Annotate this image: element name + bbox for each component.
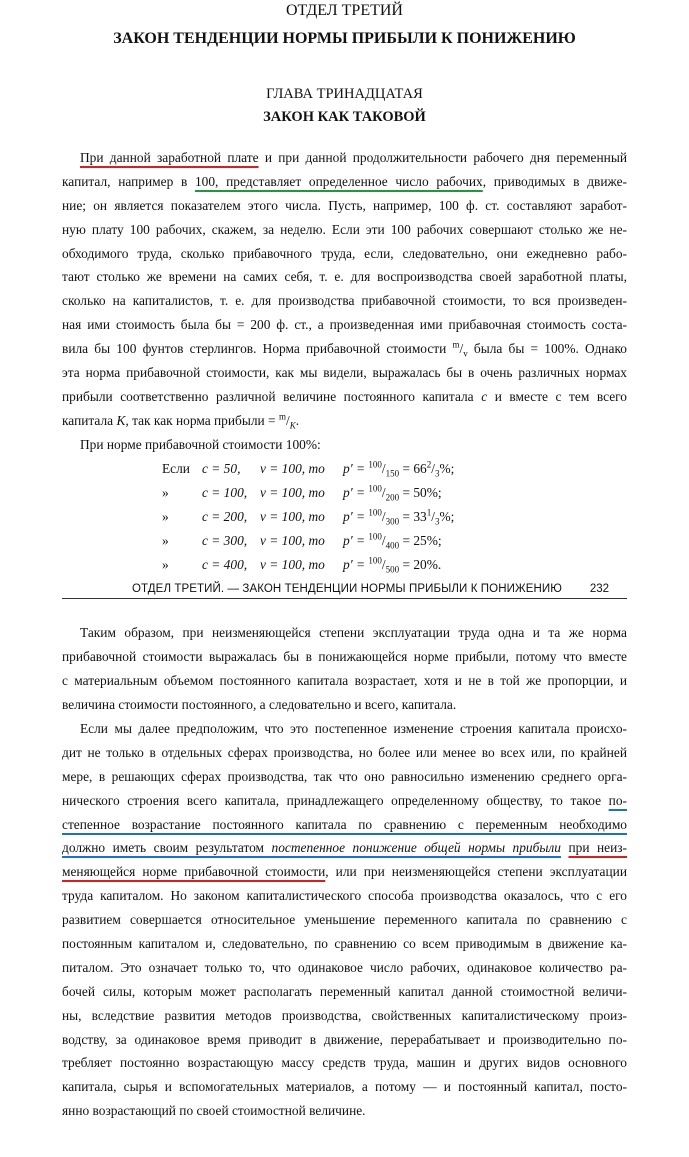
text-line: развитием совершается относительное уменьшение переменного капитала по сравнению с (62, 912, 627, 928)
fraction-numerator: m (452, 339, 460, 350)
running-head (62, 582, 627, 599)
underlined-phrase: меняющейся норме прибавочной стоимости (62, 864, 326, 880)
formula-p-label: p′ = (343, 533, 369, 548)
fraction-slash: / (381, 533, 386, 548)
formula-v-value: v = 100, то (260, 509, 325, 524)
section-heading: ЗАКОН ТЕНДЕНЦИИ НОРМЫ ПРИБЫЛИ К ПОНИЖЕНИЮ (113, 30, 576, 47)
formula-row (62, 461, 627, 485)
text-line: постоянным капиталом и, следовательно, по сравнению со всем приводимым в движение ка- (62, 936, 627, 952)
text-line: дит не только в отдельных сферах производства, но более или менее во всех или, по крайней (62, 744, 627, 760)
text-fragment: , или при неизменяющейся степени эксплуатации (325, 864, 627, 880)
fraction-denominator: 200 (385, 492, 400, 503)
formula-result: = 20%. (399, 557, 442, 572)
text-line (62, 860, 627, 884)
text-line (62, 836, 627, 860)
formula-row (62, 509, 627, 533)
text-line: эта норма прибавочной стоимости, как мы видели, выражалась бы в очень различных нормах (62, 365, 627, 381)
text-line: ную плату 100 рабочих, скажем, за неделю. Если эти 100 рабочих совершают столько же не- (62, 221, 627, 237)
text-line (62, 813, 627, 837)
text-line: величина стоимости постоянного, а следовательно и всего, капитала. (62, 696, 457, 712)
fraction-denominator: 400 (385, 540, 400, 551)
text-line: Таким образом, при неизменяющейся степени эксплуатации труда одна и та же норма (80, 625, 627, 640)
formula-profit-rate (343, 461, 454, 477)
fraction-numerator: 2 (426, 459, 432, 470)
formula-row (62, 557, 627, 581)
variable-c: c (481, 388, 488, 404)
fraction-slash: / (459, 341, 464, 357)
formula-v-value: v = 100, то (260, 533, 325, 548)
text-fragment: капитал, например в (62, 173, 195, 189)
underlined-phrase: по- (608, 792, 627, 808)
formula-lead: » (162, 533, 169, 548)
formula-p-label: p′ = (343, 485, 369, 500)
formula-p-label: p′ = (343, 557, 369, 572)
text-line (62, 337, 627, 361)
text-line: сколько на капиталистов, т. е. для производства прибавочной стоимости, то вся произведен- (62, 293, 627, 309)
chapter-title: ГЛАВА ТРИНАДЦАТАЯ (266, 86, 423, 102)
fraction-slash: / (381, 509, 386, 524)
formula-c-value: c = 200, (202, 509, 248, 524)
formula-lead: » (162, 485, 169, 500)
text-line: обходимого труда, сколько прибавочного труда, если, следовательно, они ежедневно рабо- (62, 245, 627, 261)
formula-c-value: c = 100, (202, 485, 248, 500)
text-line (62, 146, 627, 170)
variable-k: K, (116, 412, 129, 428)
fraction-numerator: 100 (368, 459, 382, 470)
formula-lead: » (162, 557, 169, 572)
fraction-numerator: 100 (368, 531, 382, 542)
formula-row (62, 485, 627, 509)
section-title: ОТДЕЛ ТРЕТИЙ (286, 2, 403, 19)
formula-v-value: v = 100, то (260, 485, 325, 500)
text-line: ная ими стоимость была бы = 200 ф. ст., а произведенная ими прибавочная стоимость соста- (62, 317, 627, 333)
italic-underlined-phrase: постепенное понижение общей нормы прибыли (271, 840, 561, 856)
formula-c-value: c = 400, (202, 557, 248, 572)
underlined-phrase: При данной заработной плате (80, 150, 259, 165)
text-line: ние; он является показателем этого числа. Пусть, например, 100 ф. ст. составляют заработ- (62, 197, 627, 213)
fraction-slash: / (431, 509, 435, 524)
formula-v-value: v = 100, то (260, 557, 325, 572)
formula-lead: Если (162, 461, 190, 476)
paragraph-2 (62, 621, 627, 717)
formula-result: = 66 (399, 461, 427, 476)
fraction-denominator: v (463, 348, 468, 359)
text-fragment: , приводимых в движе- (482, 173, 627, 189)
formula-tail: %; (439, 509, 455, 524)
fraction-denominator: 3 (434, 468, 440, 479)
text-line: бочей силы, которым может располагать переменный капитал данной стоимостной величи- (62, 983, 627, 999)
text-line: тают столько же времени на самих себя, т. е. для воспроизводства своей заработной платы, (62, 269, 627, 285)
formula-result: = 50%; (399, 485, 442, 500)
fraction-numerator: m (278, 411, 286, 422)
fraction-denominator: K (289, 420, 296, 431)
underlined-phrase: должно иметь своим результатом (62, 840, 272, 856)
fraction-slash: / (381, 485, 386, 500)
formula-p-label: p′ = (343, 509, 369, 524)
formula-v-value: v = 100, то (260, 461, 325, 476)
text-line (62, 170, 627, 194)
underlined-phrase: при неиз- (568, 840, 628, 856)
fraction-denominator: 300 (385, 516, 400, 527)
formula-profit-rate (343, 485, 442, 501)
formula-c-value: c = 300, (202, 533, 248, 548)
text-line (62, 385, 627, 409)
text-fragment: и при данной продолжительности рабочего дня переменный (258, 150, 627, 165)
fraction-numerator: 100 (368, 483, 382, 494)
text-fragment: была бы = 100%. Однако (467, 341, 627, 357)
fraction-denominator: 500 (385, 564, 400, 575)
text-line: При норме прибавочной стоимости 100%: (80, 436, 321, 452)
text-line (62, 789, 627, 813)
text-line: янно возрастающий по своей стоимостной величине. (62, 1103, 366, 1119)
text-line: мере, в решающих сферах производства, так что оно равносильно изменению среднего орга- (62, 768, 627, 784)
underlined-phrase: 100, представляет определенное число рабочих (194, 173, 483, 189)
text-fragment: и вместе с тем всего (487, 388, 627, 404)
text-fragment: . (295, 412, 300, 428)
formula-result: = 25%; (399, 533, 442, 548)
text-line: ны, вследствие развития методов производства, свойственных капиталистическому произ- (62, 1007, 627, 1023)
text-fragment: прибыли соответственно различной величине постоянного капитала (62, 388, 482, 404)
text-line: прибавочной стоимости выражалась бы в понижающейся норме прибыли, потому что вместе (62, 648, 627, 664)
underlined-phrase: степенное возрастание постоянного капитала по сравнению с переменным необходимо (62, 816, 627, 832)
formula-p-label: p′ = (343, 461, 369, 476)
text-line: Если мы далее предположим, что это постепенное изменение строения капитала происхо- (80, 721, 627, 736)
formula-c-value: c = 50, (202, 461, 241, 476)
text-fragment: вила бы 100 фунтов стерлингов. Норма прибавочной стоимости (62, 341, 453, 357)
fraction-numerator: 100 (368, 555, 382, 566)
fraction-slash: / (381, 557, 386, 572)
fraction-slash: / (381, 461, 386, 476)
fraction-slash: / (285, 412, 290, 428)
text-line: капитала, сырья и вспомогательных материалов, а потому — и постоянный капитал, посто- (62, 1079, 627, 1095)
formula-lead: » (162, 509, 169, 524)
fraction-numerator: 1 (426, 507, 432, 518)
text-line: водству, за одинаковое время приводит в движение, перерабатывает и производительно по- (62, 1031, 627, 1047)
fraction-denominator: 3 (434, 516, 440, 527)
paragraph-1 (62, 146, 627, 457)
formula-result: = 33 (399, 509, 427, 524)
chapter-heading: ЗАКОН КАК ТАКОВОЙ (263, 109, 426, 125)
text-line: требляет постоянно возрастающую массу средств труда, машин и других видов основного (62, 1055, 627, 1071)
text-fragment: капитала (62, 412, 117, 428)
formula-tail: %; (439, 461, 455, 476)
paragraph-3 (62, 717, 627, 1123)
text-fragment: так как норма прибыли = (128, 412, 279, 428)
text-line: с материальным объемом постоянного капитала возрастает, хотя и не в той же пропорции, и (62, 672, 627, 688)
text-line: труда капиталом. Но законом капиталистического способа производства оказалось, что с его (62, 888, 627, 904)
text-line: питалом. Это означает только то, что одинаковое число рабочих, одинаковое количество ра- (62, 959, 627, 975)
running-head-title: ОТДЕЛ ТРЕТИЙ. — ЗАКОН ТЕНДЕНЦИИ НОРМЫ ПРИБЫЛИ К ПОНИЖЕНИЮ (132, 583, 562, 595)
text-line (62, 409, 627, 433)
formula-profit-rate (343, 509, 454, 525)
formula-profit-rate (343, 533, 442, 549)
fraction-numerator: 100 (368, 507, 382, 518)
fraction-denominator: 150 (385, 468, 400, 479)
page-number: 232 (589, 583, 609, 595)
fraction-slash: / (431, 461, 435, 476)
formula-row (62, 533, 627, 557)
text-fragment: нического строения всего капитала, принадлежащего определенному обществу, то такое (62, 792, 609, 808)
formula-profit-rate (343, 557, 441, 573)
